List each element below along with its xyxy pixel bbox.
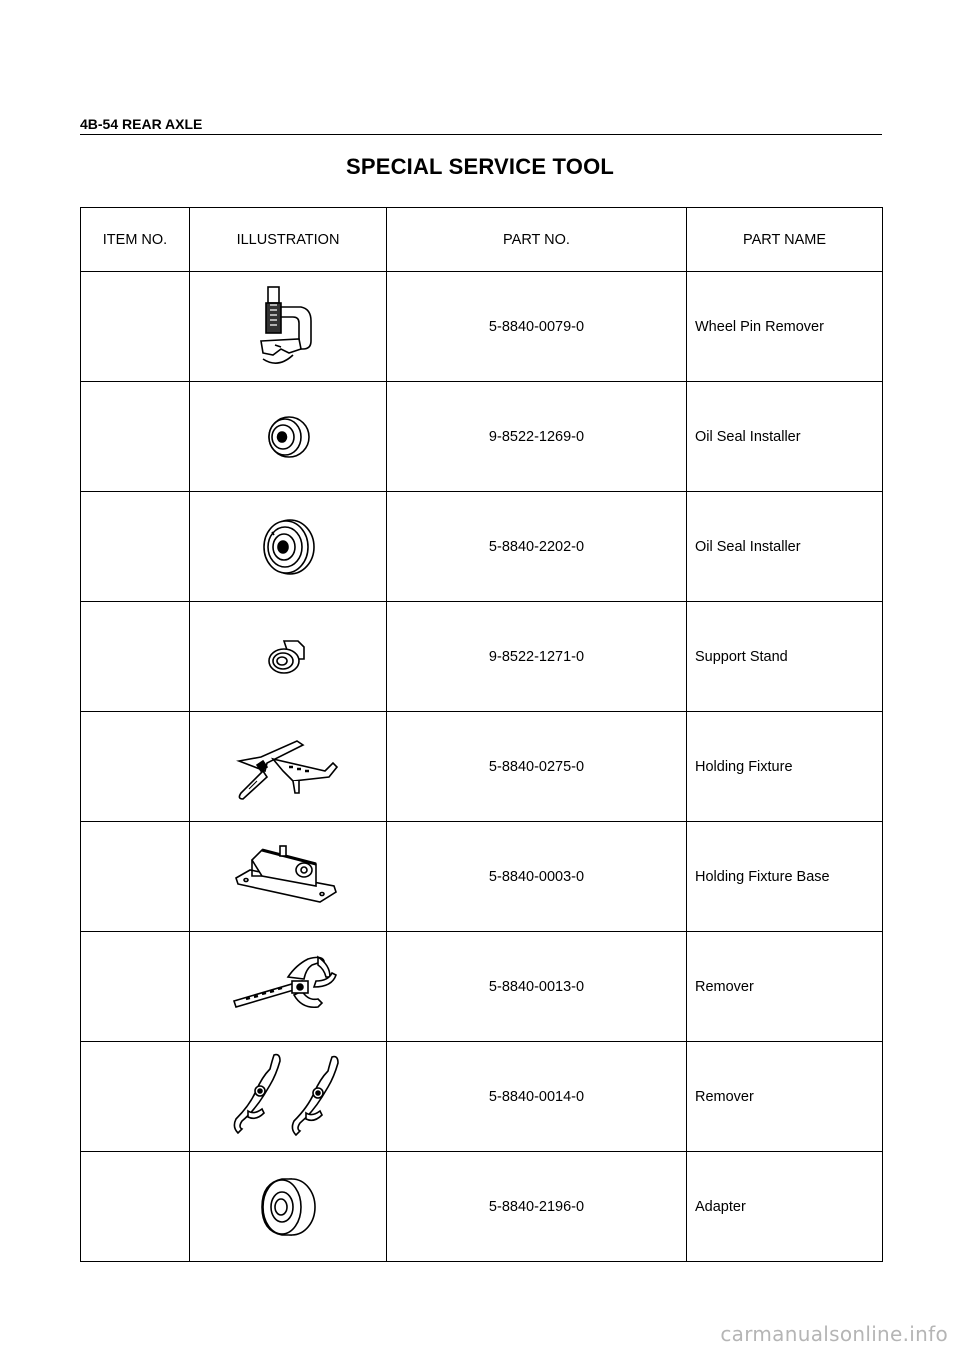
table-row (81, 1042, 883, 1152)
part-name-cell: Remover (687, 1042, 883, 1152)
item-no-cell (81, 382, 190, 492)
table-row (81, 1152, 883, 1262)
item-no-cell (81, 1042, 190, 1152)
wheel-pin-remover-icon (253, 283, 323, 371)
remover-arms-icon (230, 1051, 346, 1143)
page-title: SPECIAL SERVICE TOOL (345, 154, 615, 179)
part-no-cell: 5-8840-0003-0 (387, 822, 687, 932)
section-label: 4B-54 REAR AXLE (80, 116, 203, 132)
adapter-icon (258, 1175, 318, 1239)
table-row (81, 602, 883, 712)
table-header-row (81, 208, 883, 272)
col-header-part-name: PART NAME (687, 208, 883, 272)
part-no-cell: 5-8840-0014-0 (387, 1042, 687, 1152)
item-no-cell (81, 932, 190, 1042)
page-header (80, 114, 882, 135)
part-name-cell: Oil Seal Installer (687, 492, 883, 602)
part-no-cell: 5-8840-2196-0 (387, 1152, 687, 1262)
illustration-cell (190, 602, 387, 712)
illustration-cell (190, 492, 387, 602)
oil-seal-installer-icon (263, 412, 313, 462)
part-no-cell: 5-8840-0275-0 (387, 712, 687, 822)
illustration-cell (190, 382, 387, 492)
table-row (81, 822, 883, 932)
table-row (81, 492, 883, 602)
col-header-item-no: ITEM NO. (81, 208, 190, 272)
illustration-cell (190, 1152, 387, 1262)
watermark: carmanualsonline.info (720, 1322, 948, 1346)
item-no-cell (81, 492, 190, 602)
part-no-cell: 5-8840-0079-0 (387, 272, 687, 382)
holding-fixture-base-icon (232, 842, 344, 912)
item-no-cell (81, 822, 190, 932)
part-no-cell: 9-8522-1269-0 (387, 382, 687, 492)
table-row (81, 272, 883, 382)
table-row (81, 382, 883, 492)
part-name-cell: Oil Seal Installer (687, 382, 883, 492)
part-name-cell: Holding Fixture Base (687, 822, 883, 932)
part-name-cell: Remover (687, 932, 883, 1042)
holding-fixture-icon (233, 731, 343, 803)
puller-remover-icon (232, 947, 344, 1027)
special-tool-table (80, 207, 883, 1262)
table-row (81, 712, 883, 822)
table-row (81, 932, 883, 1042)
illustration-cell (190, 712, 387, 822)
item-no-cell (81, 712, 190, 822)
part-name-cell: Holding Fixture (687, 712, 883, 822)
illustration-cell (190, 822, 387, 932)
col-header-part-no: PART NO. (387, 208, 687, 272)
illustration-cell (190, 272, 387, 382)
part-name-cell: Support Stand (687, 602, 883, 712)
oil-seal-installer-large-icon (258, 516, 318, 578)
part-no-cell: 5-8840-0013-0 (387, 932, 687, 1042)
support-stand-icon (264, 637, 312, 677)
illustration-cell (190, 932, 387, 1042)
part-name-cell: Wheel Pin Remover (687, 272, 883, 382)
item-no-cell (81, 272, 190, 382)
item-no-cell (81, 602, 190, 712)
part-name-cell: Adapter (687, 1152, 883, 1262)
item-no-cell (81, 1152, 190, 1262)
col-header-illustration: ILLUSTRATION (190, 208, 387, 272)
part-no-cell: 9-8522-1271-0 (387, 602, 687, 712)
illustration-cell (190, 1042, 387, 1152)
part-no-cell: 5-8840-2202-0 (387, 492, 687, 602)
